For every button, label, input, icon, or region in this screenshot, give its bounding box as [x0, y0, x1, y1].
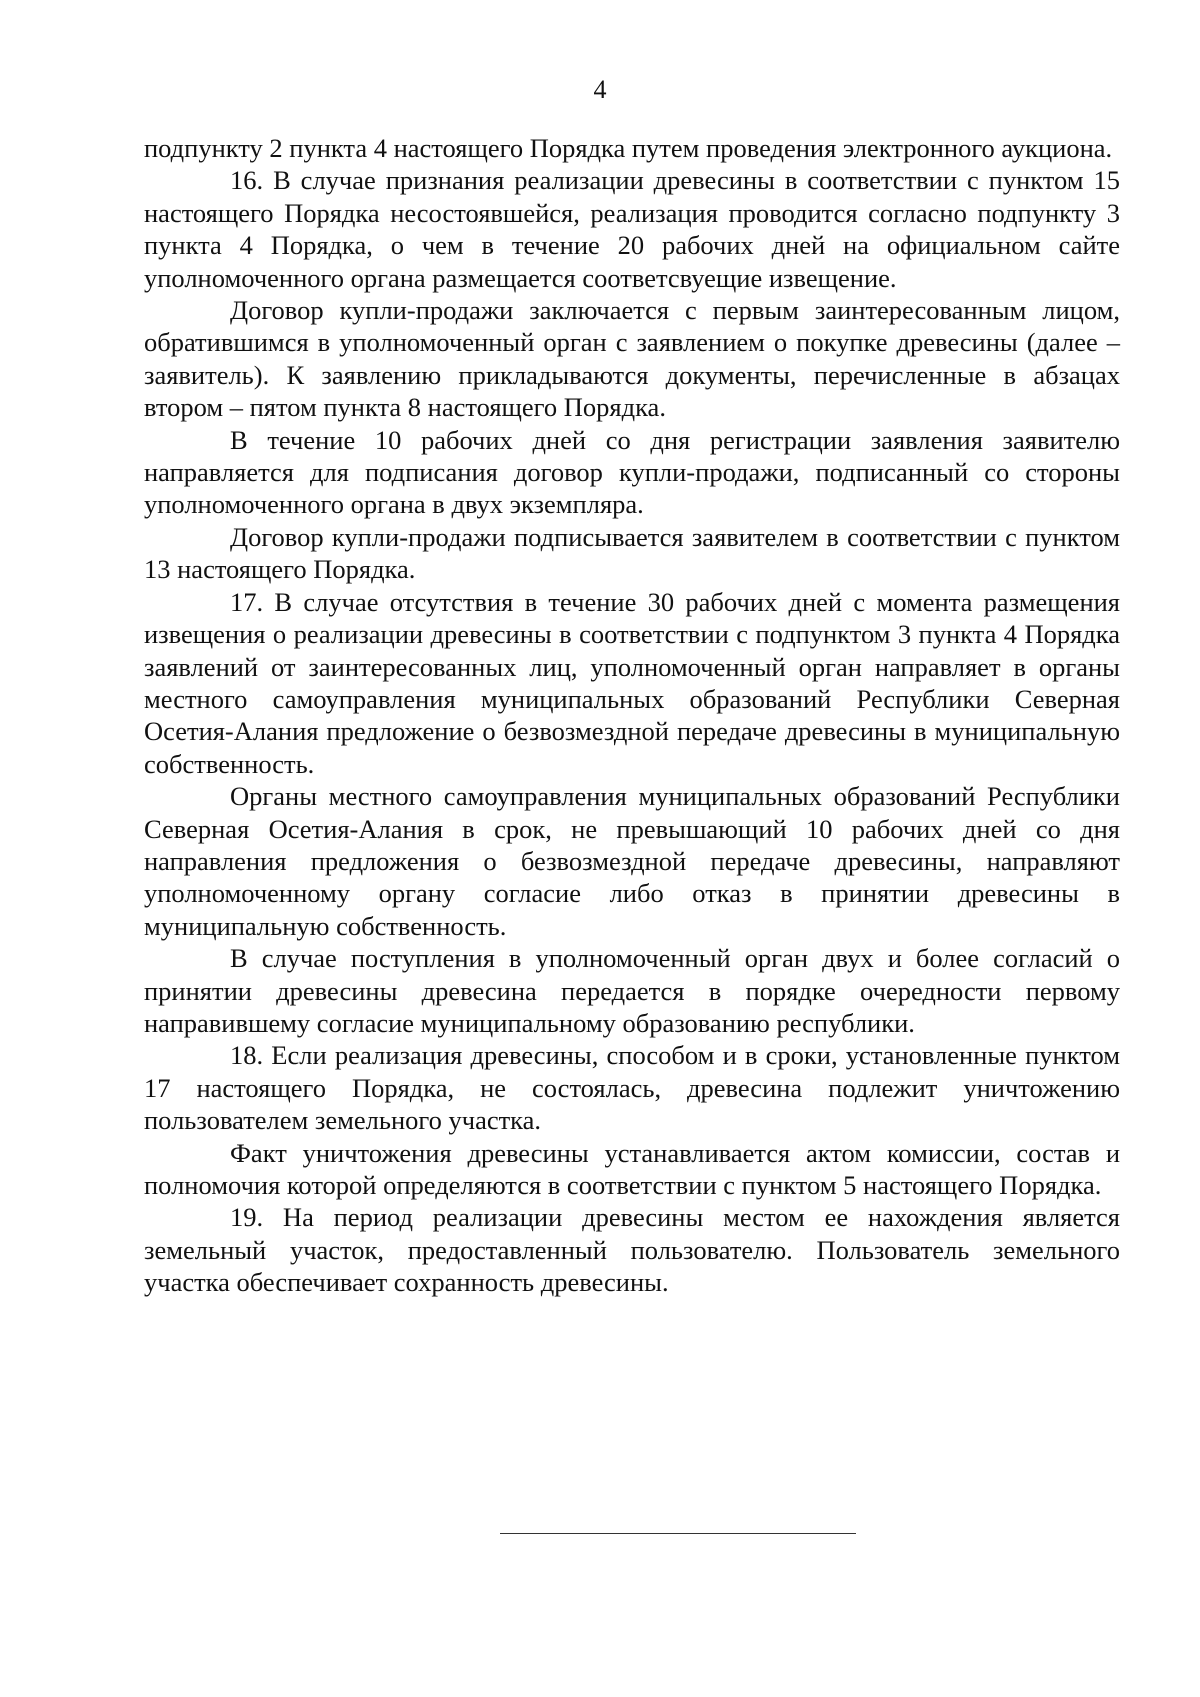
- end-divider-line: [500, 1533, 856, 1534]
- paragraph-destruction-act: Факт уничтожения древесины устанавливается актом комиссии, состав и полномочия которой определяются в соответствии с пунктом 5 настоящего Порядка.: [144, 1137, 1120, 1200]
- paragraph-item-16: 16. В случае признания реализации древесины в соответствии с пунктом 15 настоящего Порядка несостоявшейся, реализация проводится согласно подпункту 3 пункта 4 Порядка, о чем в течение 20 рабочих дней на официальном сайте уполномоченного органа размещается соответсвуещие извещение.: [144, 165, 1120, 293]
- document-body: [144, 132, 1120, 1299]
- paragraph-continuation: подпункту 2 пункта 4 настоящего Порядка путем проведения электронного аукциона.: [144, 133, 1113, 163]
- paragraph-item-19: 19. На период реализации древесины местом ее нахождения является земельный участок, предоставленный пользователю. Пользователь земельного участка обеспечивает сохранность древесины.: [144, 1202, 1120, 1298]
- paragraph-item-18: 18. Если реализация древесины, способом и в сроки, установленные пунктом 17 настоящего Порядка, не состоялась, древесина подлежит уничтожению пользователем земельного участка.: [144, 1040, 1120, 1136]
- page-number: 4: [593, 75, 607, 104]
- paragraph-contract-signing: Договор купли-продажи подписывается заявителем в соответствии с пунктом 13 настоящего Порядка.: [144, 521, 1120, 585]
- paragraph-contract-conclusion: Договор купли-продажи заключается с первым заинтересованным лицом, обратившимся в уполномоченный орган с заявлением о покупке древесины (далее – заявитель). К заявлению прикладываются документы, перечисленные в абзацах втором – пятом пункта 8 настоящего Порядка.: [144, 295, 1120, 423]
- paragraph-item-17: 17. В случае отсутствия в течение 30 рабочих дней с момента размещения извещения о реализации древесины в соответствии с подпунктом 3 пункта 4 Порядка заявлений от заинтересованных лиц, уполномоченный орган направляет в органы местного самоуправления муниципальных образований Республики Северная Осетия-Алания предложение о безвозмездной передаче древесины в муниципальную собственность.: [144, 586, 1120, 779]
- paragraph-multiple-consents: В случае поступления в уполномоченный орган двух и более согласий о принятии древесины древесина передается в порядке очередности первому направившему согласие муниципальному образованию республики.: [144, 943, 1120, 1038]
- paragraph-municipal-response: Органы местного самоуправления муниципальных образований Республики Северная Осетия-Алания в срок, не превышающий 10 рабочих дней со дня направления предложения о безвозмездной передаче древесины, направляют уполномоченному органу согласие либо отказ в принятии древесины в муниципальную собственность.: [144, 781, 1120, 941]
- paragraph-contract-sending: В течение 10 рабочих дней со дня регистрации заявления заявителю направляется для подписания договор купли-продажи, подписанный со стороны уполномоченного органа в двух экземпляра.: [144, 424, 1120, 520]
